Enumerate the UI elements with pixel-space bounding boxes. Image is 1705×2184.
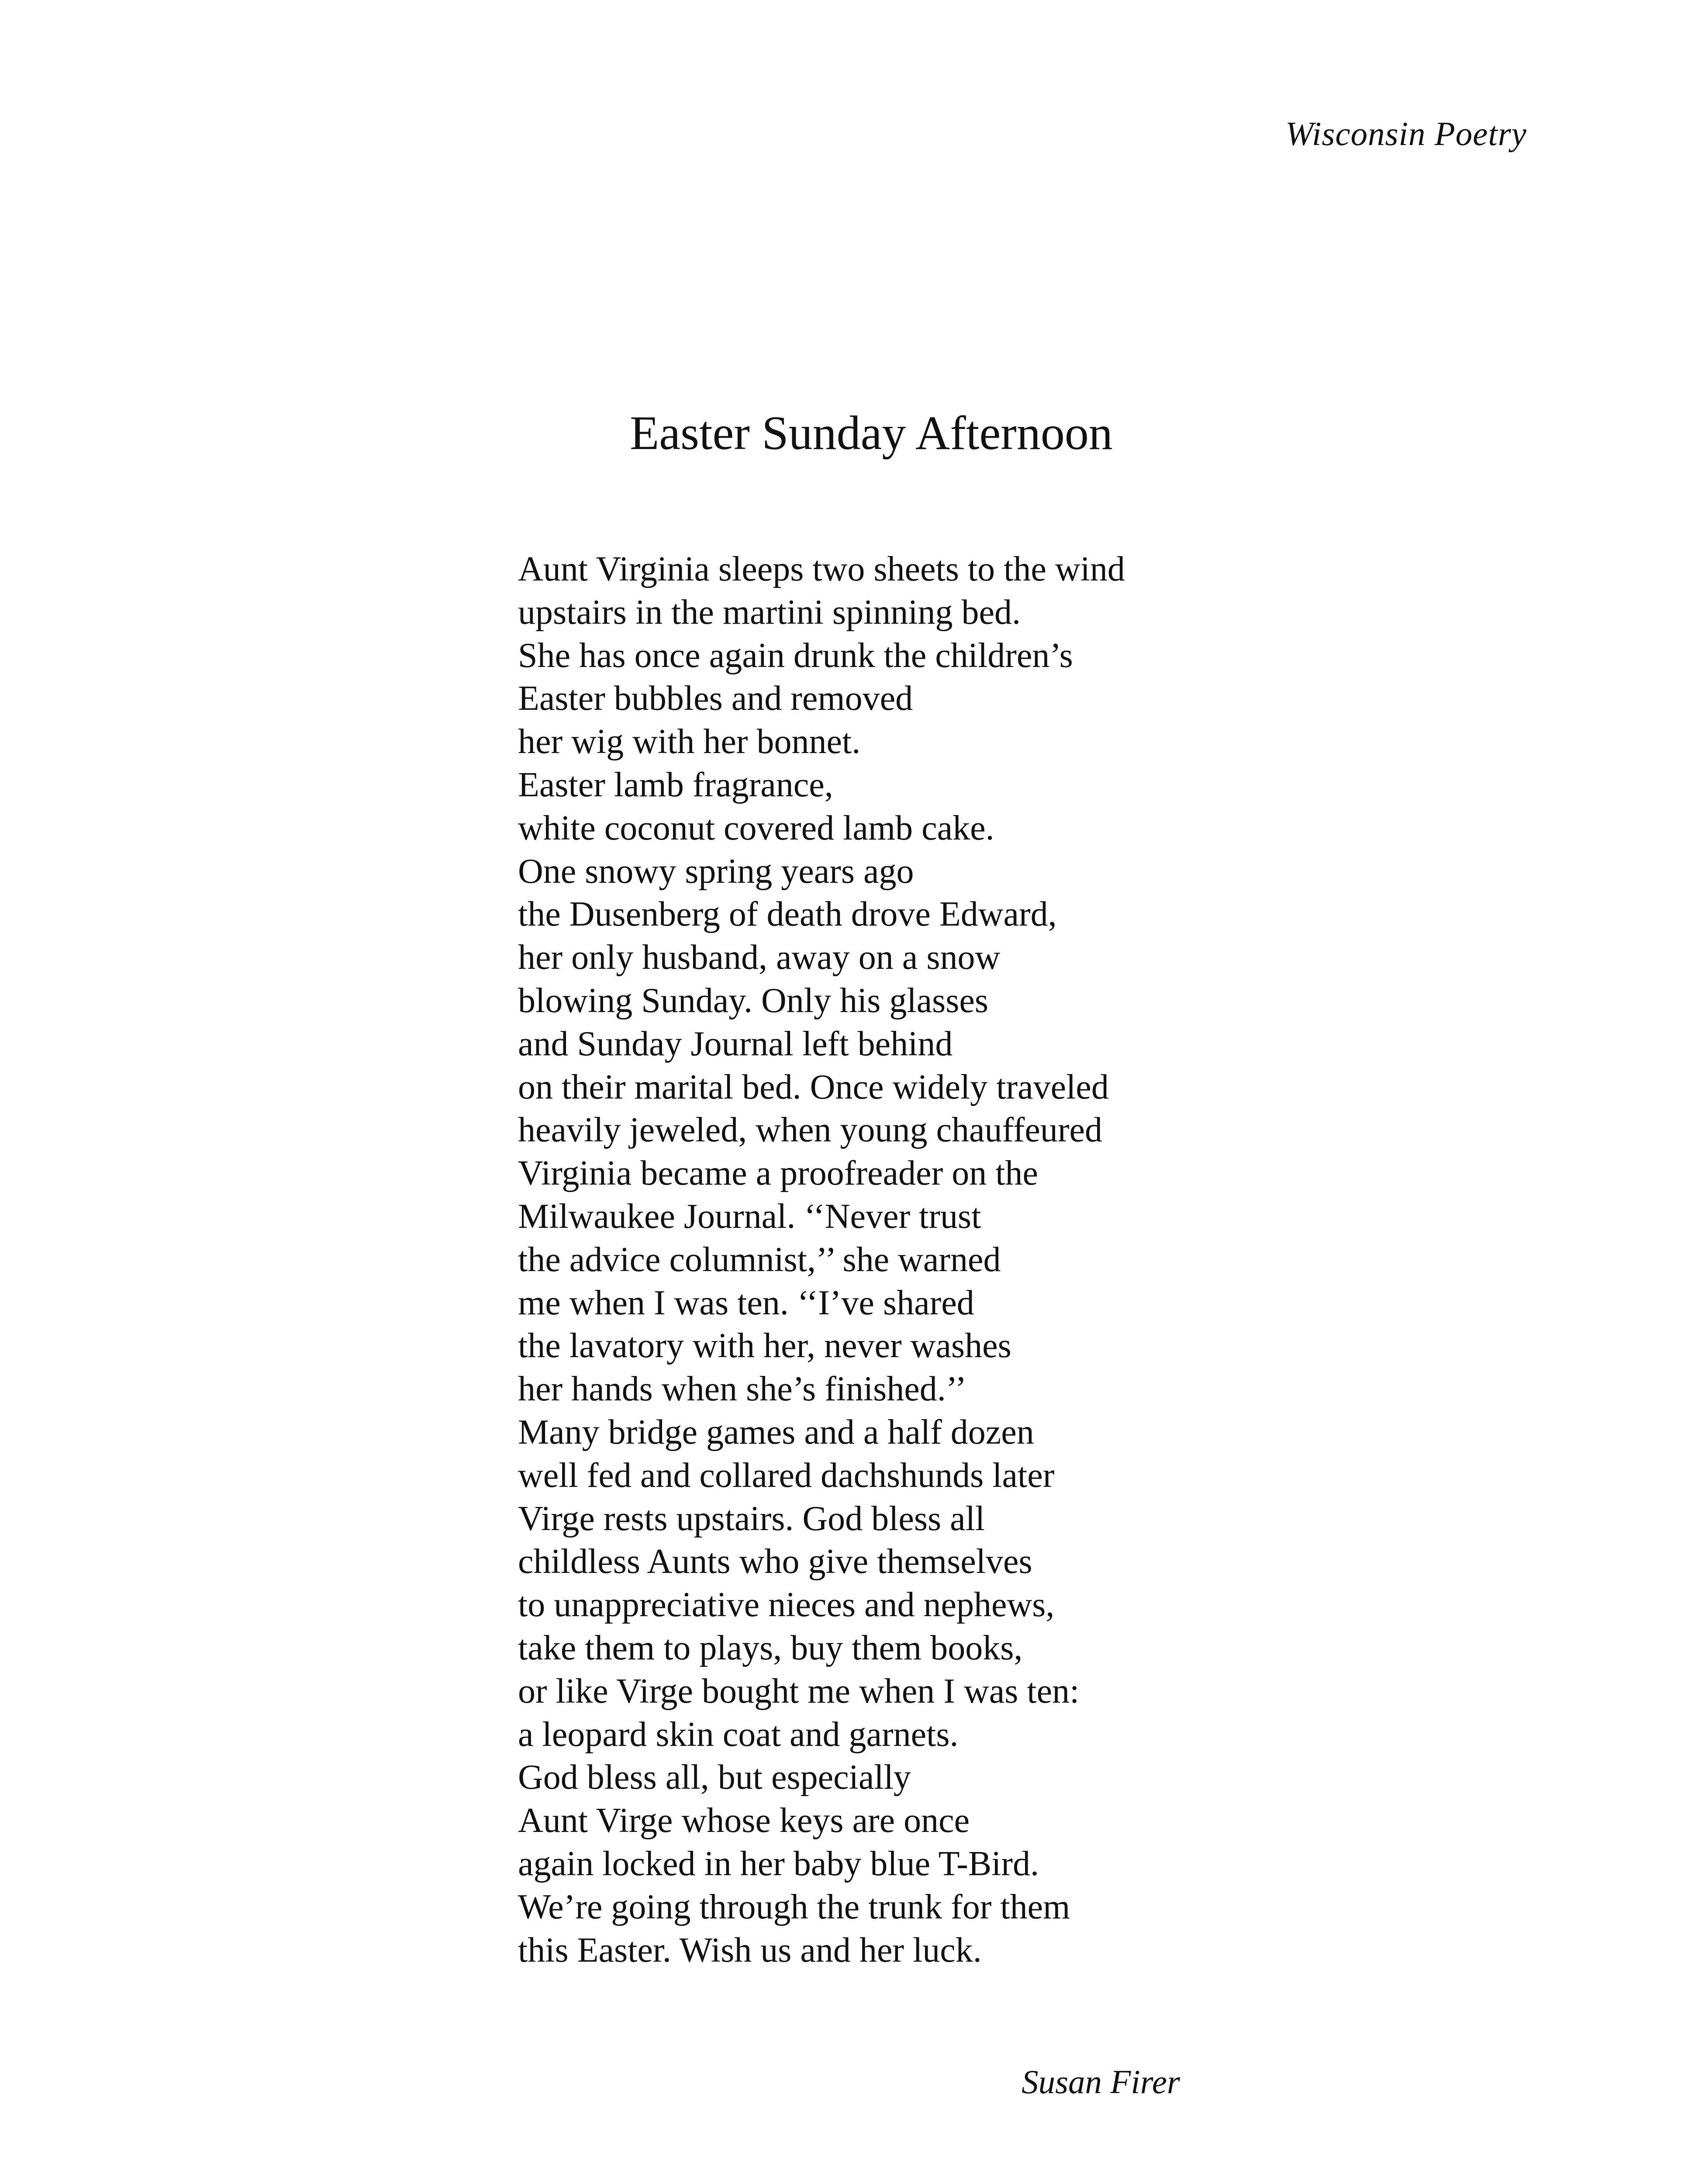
- poem-line: Easter bubbles and removed: [518, 679, 913, 718]
- poem-line: childless Aunts who give themselves: [518, 1542, 1032, 1581]
- poem-line: Milwaukee Journal. ‘‘Never trust: [518, 1197, 981, 1236]
- poem-line: or like Virge bought me when I was ten:: [518, 1672, 1080, 1711]
- poem-line: Aunt Virginia sleeps two sheets to the wind: [518, 550, 1125, 588]
- poem-line: One snowy spring years ago: [518, 852, 914, 891]
- poem-line: me when I was ten. ‘‘I’ve shared: [518, 1283, 974, 1322]
- poem-line: take them to plays, buy them books,: [518, 1628, 1023, 1667]
- poem-line: and Sunday Journal left behind: [518, 1024, 953, 1063]
- poem-line: God bless all, but especially: [518, 1758, 911, 1797]
- poem-line: heavily jeweled, when young chauffeured: [518, 1111, 1103, 1150]
- poem-line: Virge rests upstairs. God bless all: [518, 1499, 985, 1538]
- poem-line: this Easter. Wish us and her luck.: [518, 1931, 982, 1970]
- poem-line: a leopard skin coat and garnets.: [518, 1715, 959, 1754]
- poem-line: We’re going through the trunk for them: [518, 1887, 1070, 1926]
- poem-title: Easter Sunday Afternoon: [630, 406, 1113, 460]
- running-head: Wisconsin Poetry: [1285, 115, 1527, 152]
- poem-line: the advice columnist,’’ she warned: [518, 1240, 1001, 1279]
- poem-line: blowing Sunday. Only his glasses: [518, 981, 989, 1020]
- poem-line: upstairs in the martini spinning bed.: [518, 593, 1021, 632]
- poem-body: [518, 548, 1125, 1972]
- poem-line: her wig with her bonnet.: [518, 722, 861, 761]
- poem-line: her hands when she’s finished.’’: [518, 1370, 967, 1409]
- poem-line: again locked in her baby blue T-Bird.: [518, 1844, 1039, 1883]
- poem-author: Susan Firer: [1022, 2063, 1180, 2101]
- poem-line: Many bridge games and a half dozen: [518, 1413, 1034, 1451]
- poem-line: Aunt Virge whose keys are once: [518, 1801, 970, 1840]
- poem-line: the lavatory with her, never washes: [518, 1327, 1011, 1365]
- poem-line: Easter lamb fragrance,: [518, 765, 833, 804]
- poem-line: to unappreciative nieces and nephews,: [518, 1586, 1055, 1624]
- poem-line: well fed and collared dachshunds later: [518, 1456, 1055, 1495]
- poem-line: her only husband, away on a snow: [518, 938, 1001, 977]
- poem-line: white coconut covered lamb cake.: [518, 809, 994, 847]
- poem-line: on their marital bed. Once widely traveled: [518, 1068, 1109, 1106]
- poem-line: the Dusenberg of death drove Edward,: [518, 895, 1057, 934]
- poem-line: She has once again drunk the children’s: [518, 636, 1073, 675]
- poem-line: Virginia became a proofreader on the: [518, 1154, 1038, 1193]
